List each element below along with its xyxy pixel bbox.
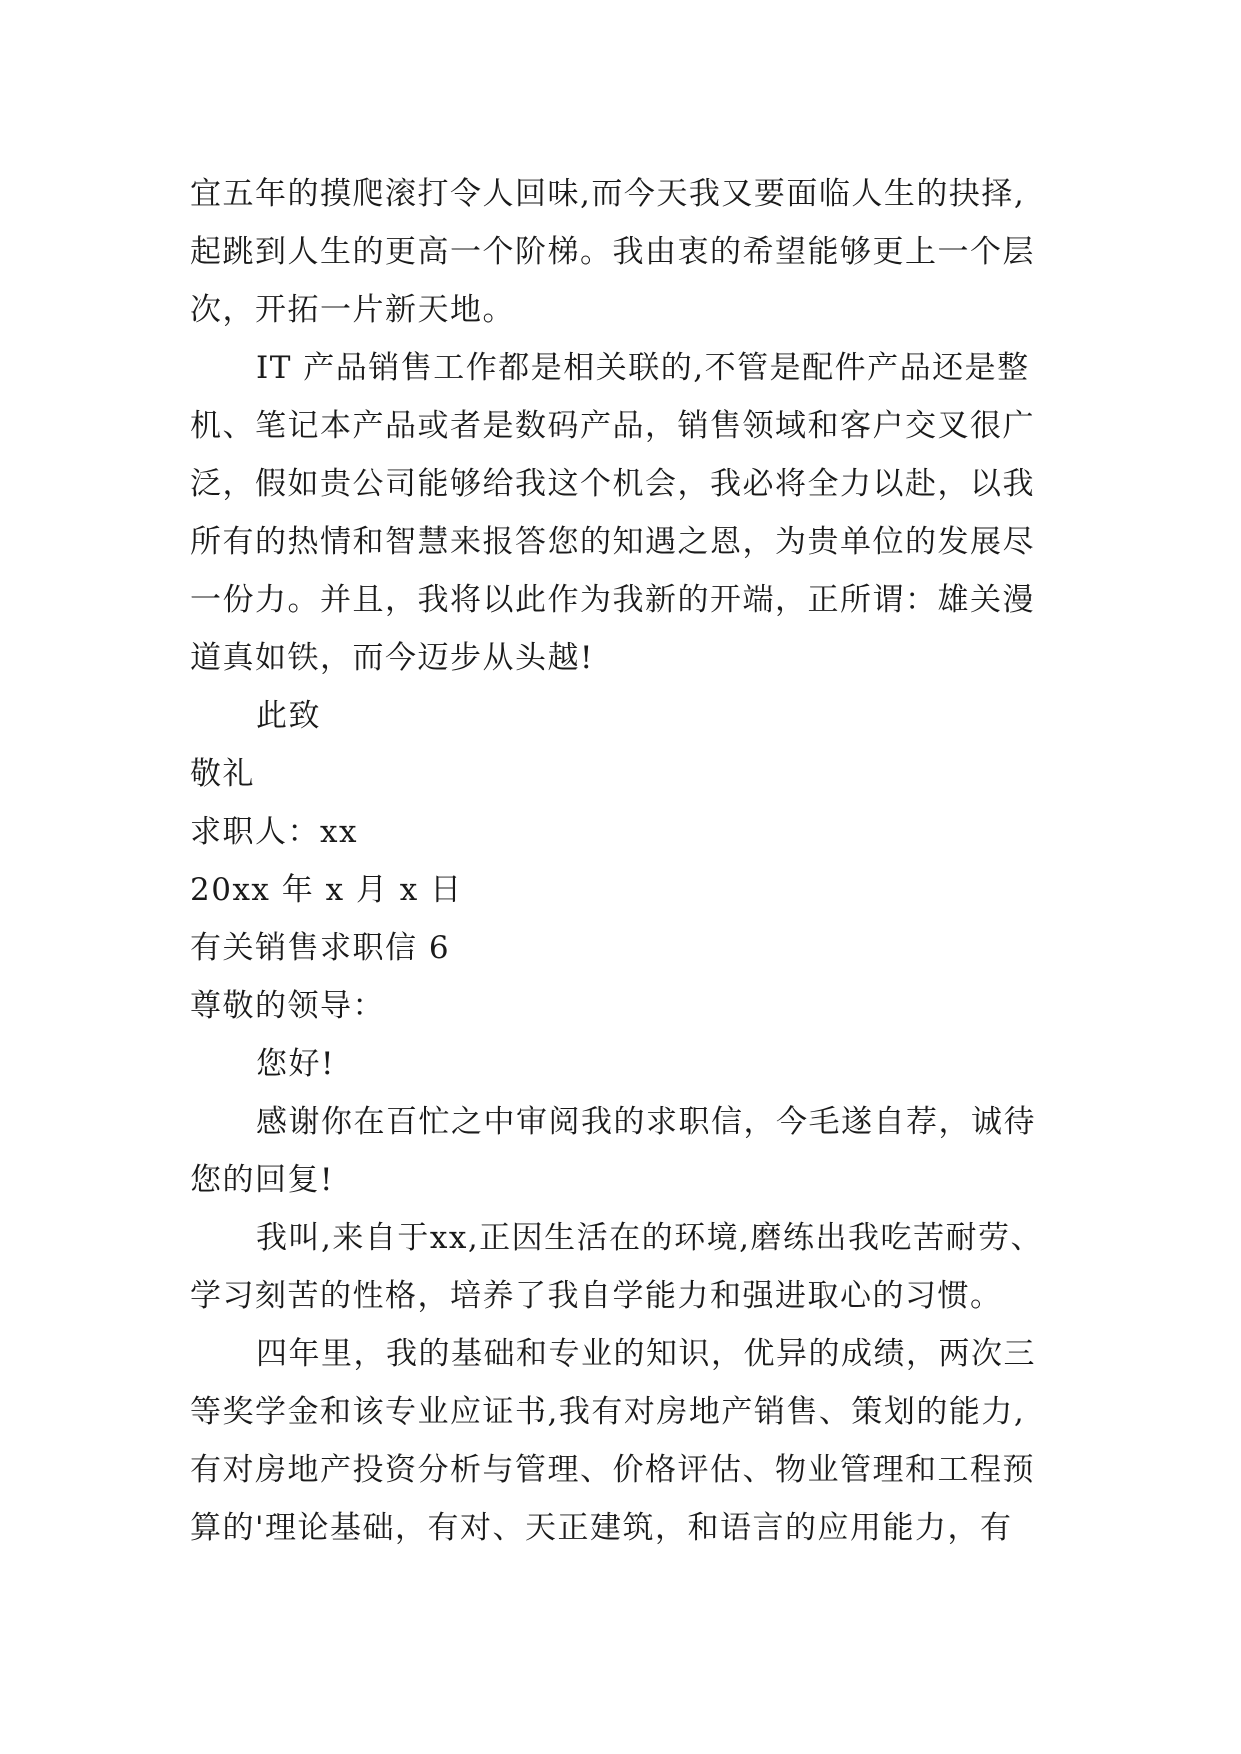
text-line: 泛，假如贵公司能够给我这个机会，我必将全力以赴，以我 bbox=[190, 466, 1035, 502]
text-line: IT 产品销售工作都是相关联的,不管是配件产品还是整 bbox=[256, 350, 1030, 386]
paragraph-closing-jingli bbox=[190, 745, 1090, 803]
text-line: 我叫,来自于xx,正因生活在的环境,磨练出我吃苦耐劳、 bbox=[256, 1220, 1044, 1256]
paragraph-para-education bbox=[190, 1325, 1090, 1557]
text-line: 尊敬的领导： bbox=[190, 988, 385, 1024]
text-line: 有对房地产投资分析与管理、价格评估、物业管理和工程预 bbox=[190, 1452, 1035, 1488]
text-line: 20xx 年 x 月 x 日 bbox=[190, 872, 463, 908]
text-line: 此致 bbox=[256, 698, 321, 734]
text-line: 算的'理论基础，有对、天正建筑，和语言的应用能力，有 bbox=[190, 1510, 1013, 1546]
text-line: 感谢你在百忙之中审阅我的求职信，今毛遂自荐，诚待 bbox=[256, 1104, 1036, 1140]
document-body bbox=[190, 165, 1090, 1557]
text-line: 一份力。并且，我将以此作为我新的开端，正所谓：雄关漫 bbox=[190, 582, 1035, 618]
paragraph-greeting bbox=[190, 1035, 1090, 1093]
text-line: 道真如铁，而今迈步从头越! bbox=[190, 640, 594, 676]
text-line: 起跳到人生的更高一个阶梯。我由衷的希望能够更上一个层 bbox=[190, 234, 1035, 270]
paragraph-date bbox=[190, 861, 1090, 919]
text-line: 您好! bbox=[256, 1046, 335, 1082]
text-line: 有关销售求职信 6 bbox=[190, 930, 451, 966]
paragraph-salutation bbox=[190, 977, 1090, 1035]
text-line: 机、笔记本产品或者是数码产品，销售领域和客户交叉很广 bbox=[190, 408, 1035, 444]
paragraph-closing-cizhi bbox=[190, 687, 1090, 745]
paragraph-para-intro bbox=[190, 1209, 1090, 1325]
text-line: 所有的热情和智慧来报答您的知遇之恩，为贵单位的发展尽 bbox=[190, 524, 1035, 560]
text-line: 敬礼 bbox=[190, 756, 255, 792]
text-line: 四年里，我的基础和专业的知识，优异的成绩，两次三 bbox=[256, 1336, 1036, 1372]
text-line: 等奖学金和该专业应证书,我有对房地产销售、策划的能力, bbox=[190, 1394, 1026, 1430]
text-line: 学习刻苦的性格，培养了我自学能力和强进取心的习惯。 bbox=[190, 1278, 1003, 1314]
text-line: 求职人：xx bbox=[190, 814, 358, 850]
paragraph-para-prev-ending bbox=[190, 165, 1090, 339]
text-line: 您的回复! bbox=[190, 1162, 334, 1198]
text-line: 次，开拓一片新天地。 bbox=[190, 292, 515, 328]
paragraph-signature bbox=[190, 803, 1090, 861]
paragraph-para-it-sales bbox=[190, 339, 1090, 687]
text-line: 宜五年的摸爬滚打令人回味,而今天我又要面临人生的抉择, bbox=[190, 176, 1026, 212]
paragraph-letter-heading bbox=[190, 919, 1090, 977]
paragraph-para-thanks bbox=[190, 1093, 1090, 1209]
